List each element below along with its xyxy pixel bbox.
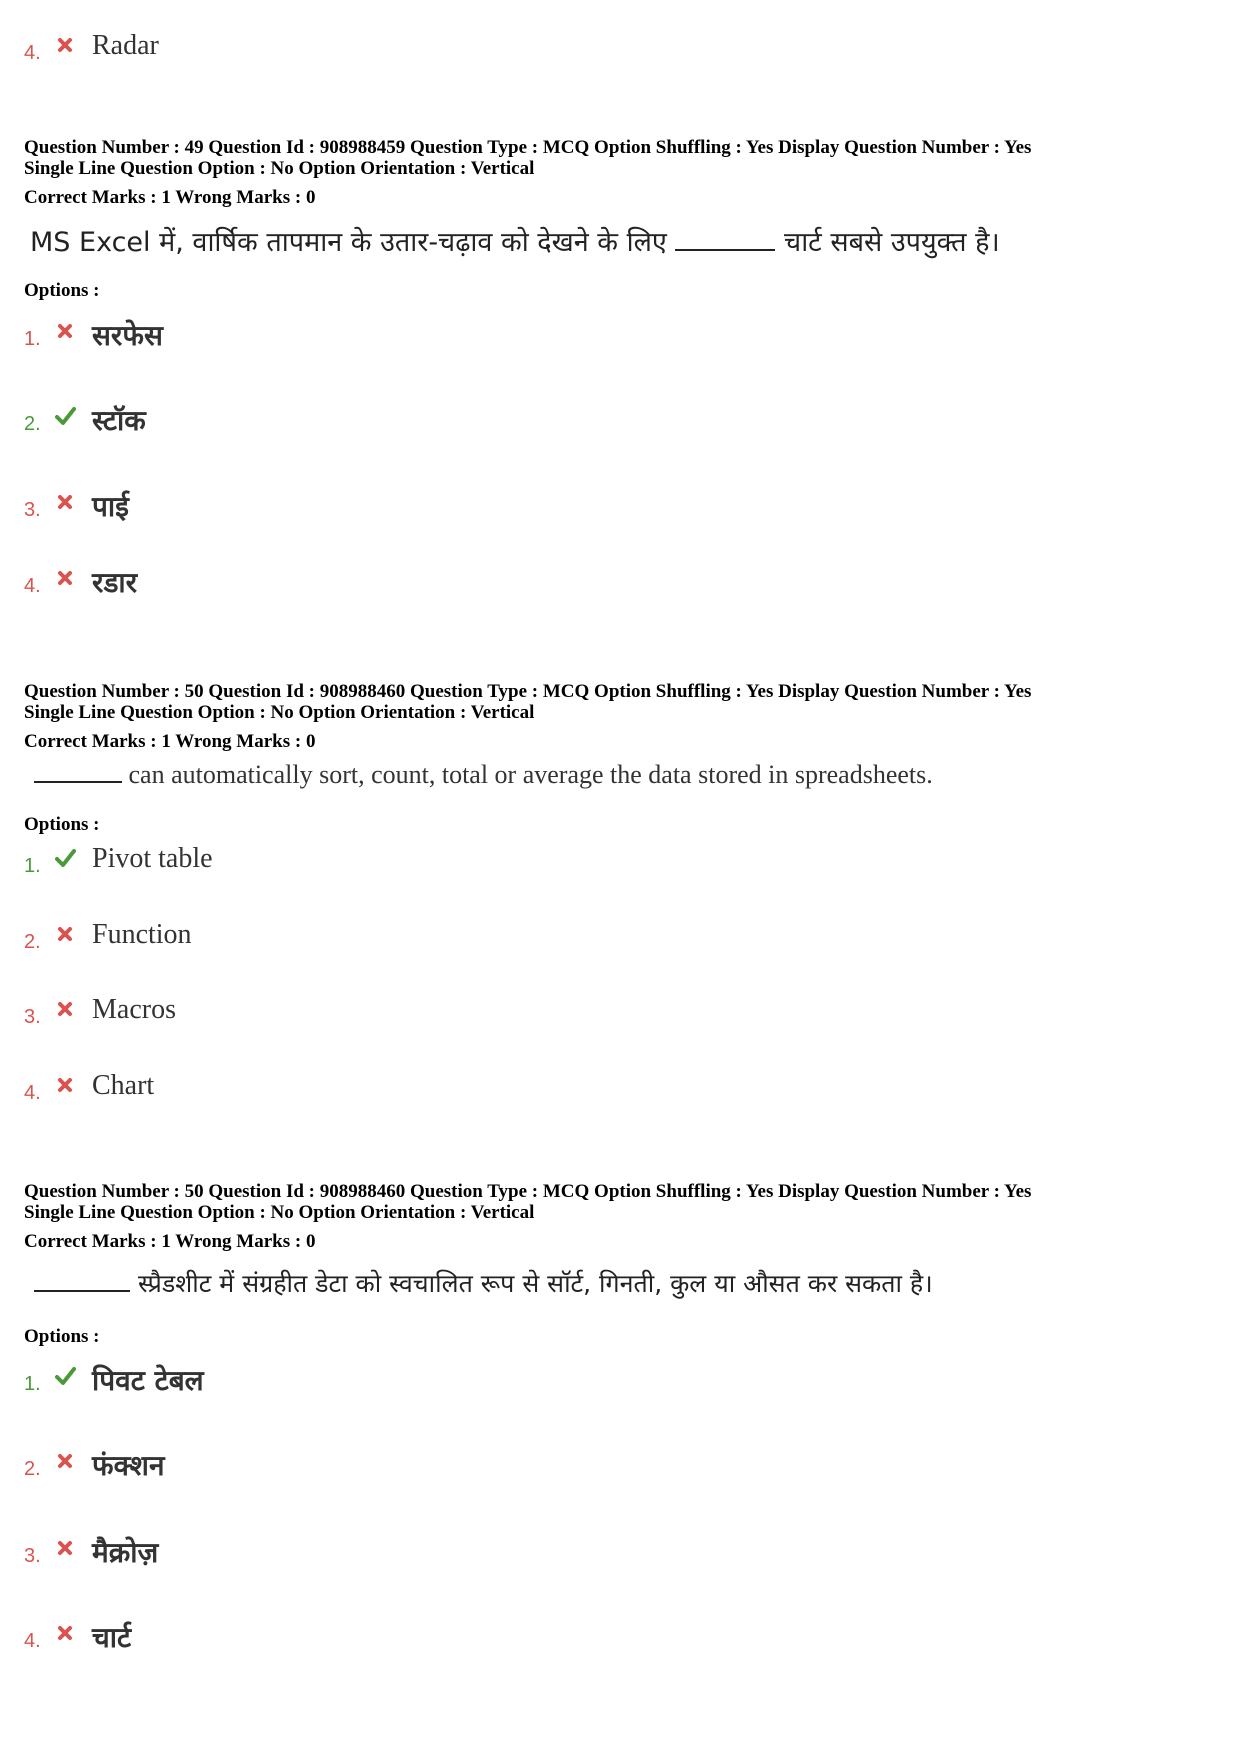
options-label: Options : [24, 280, 100, 301]
question-text [34, 760, 933, 790]
cross-icon [54, 1537, 76, 1559]
option-text: स्टॉक [92, 404, 146, 437]
option-text: पिवट टेबल [92, 1364, 204, 1397]
question-text-after: स्प्रैडशीट में संग्रहीत डेटा को स्वचालित रूप से सॉर्ट, गिनती, कुल या औसत कर सकता है। [137, 1269, 933, 1298]
question-meta-line2: Single Line Question Option : No Option Orientation : Vertical [24, 702, 535, 723]
option-text: चार्ट [92, 1621, 132, 1654]
option-text: रडार [92, 566, 138, 599]
option-number: 3. [24, 1545, 41, 1567]
option-text: सरफेस [92, 319, 163, 352]
question-text-after: can automatically sort, count, total or average the data stored in spreadsheets. [128, 760, 933, 789]
check-icon [54, 405, 76, 427]
answer-blank [34, 1286, 130, 1292]
option-number: 1. [24, 855, 41, 877]
cross-icon [54, 923, 76, 945]
question-meta-line2: Single Line Question Option : No Option Orientation : Vertical [24, 158, 535, 179]
cross-icon [54, 567, 76, 589]
cross-icon [54, 1622, 76, 1644]
cross-icon [54, 34, 76, 56]
question-marks: Correct Marks : 1 Wrong Marks : 0 [24, 1231, 316, 1252]
option-text: मैक्रोज़ [92, 1536, 159, 1569]
option-text: Radar [92, 30, 159, 61]
option-text: Macros [92, 994, 176, 1025]
option-text: पाई [92, 490, 129, 523]
answer-blank [675, 245, 775, 251]
cross-icon [54, 491, 76, 513]
options-label: Options : [24, 1326, 100, 1347]
question-text-after: चार्ट सबसे उपयुक्त है। [784, 227, 1000, 258]
option-number: 4. [24, 1630, 41, 1652]
option-number: 4. [24, 42, 41, 64]
question-marks: Correct Marks : 1 Wrong Marks : 0 [24, 187, 316, 208]
question-meta-line2: Single Line Question Option : No Option Orientation : Vertical [24, 1202, 535, 1223]
question-text [34, 1266, 933, 1300]
check-icon [54, 847, 76, 869]
option-text: Chart [92, 1070, 155, 1101]
cross-icon [54, 320, 76, 342]
question-marks: Correct Marks : 1 Wrong Marks : 0 [24, 731, 316, 752]
option-number: 1. [24, 1373, 41, 1395]
option-number: 1. [24, 328, 41, 350]
options-label: Options : [24, 814, 100, 835]
question-meta-line1: Question Number : 49 Question Id : 908988459 Question Type : MCQ Option Shuffling : Yes Display Question Number : Yes [24, 137, 1032, 158]
option-number: 2. [24, 413, 41, 435]
question-meta-line1: Question Number : 50 Question Id : 908988460 Question Type : MCQ Option Shuffling : Yes Display Question Number : Yes [24, 1181, 1032, 1202]
check-icon [54, 1365, 76, 1387]
option-number: 3. [24, 1006, 41, 1028]
option-text: फंक्शन [92, 1449, 165, 1482]
cross-icon [54, 1074, 76, 1096]
option-number: 2. [24, 931, 41, 953]
question-meta-line1: Question Number : 50 Question Id : 908988460 Question Type : MCQ Option Shuffling : Yes Display Question Number : Yes [24, 681, 1032, 702]
option-number: 3. [24, 499, 41, 521]
option-text: Pivot table [92, 843, 213, 874]
cross-icon [54, 998, 76, 1020]
question-text [30, 222, 1000, 259]
option-text: Function [92, 919, 192, 950]
option-number: 4. [24, 575, 41, 597]
option-number: 4. [24, 1082, 41, 1104]
answer-blank [34, 777, 122, 783]
option-number: 2. [24, 1458, 41, 1480]
cross-icon [54, 1450, 76, 1472]
question-text-before: MS Excel में, वार्षिक तापमान के उतार-चढ़ाव को देखने के लिए [30, 227, 667, 258]
